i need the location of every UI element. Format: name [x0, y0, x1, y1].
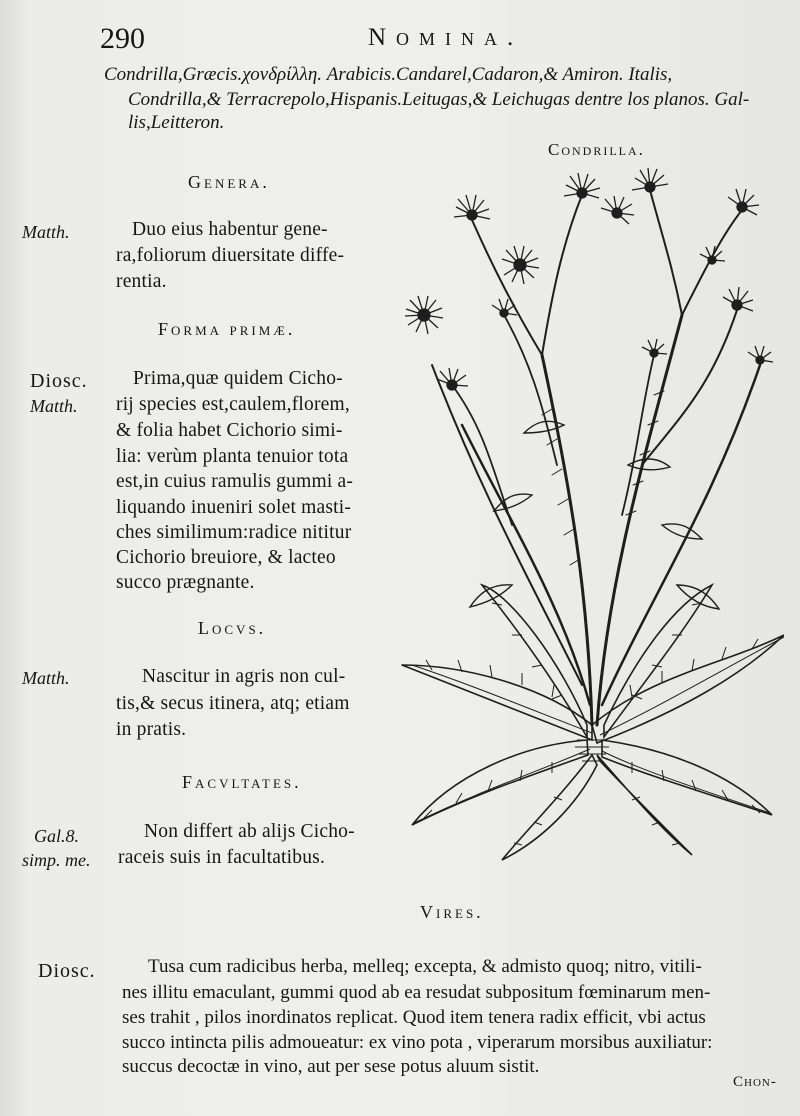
genera-margin-note: Matth. [22, 222, 70, 242]
forma-margin-diosc: Diosc. [30, 370, 88, 392]
locus-margin-note: Matth. [22, 668, 70, 688]
page-number: 290 [100, 22, 145, 55]
locus-line: Nascitur in agris non cul- [142, 666, 346, 687]
forma-line: est,in cuius ramulis gummi a- [116, 471, 354, 492]
forma-margin-matth: Matth. [30, 396, 78, 416]
running-head: Nomina. [368, 24, 524, 51]
condrilla-woodcut-illustration [392, 165, 784, 865]
vires-line: ses trahit , pilos inordinatos replicat. Quod item tenera radix efficit, vbi actus [122, 1007, 706, 1028]
facultates-line: raceis suis in facultatibus. [118, 847, 326, 868]
locus-line: tis,& secus itinera, atq; etiam [116, 693, 350, 714]
names-line-2: Condrilla,& Terracrepolo,Hispanis.Leitugas,& Leichugas dentre los planos. Gal- [128, 89, 750, 110]
names-line-1: Condrilla,Græcis.χονδρίλλη. Arabicis.Candarel,Cadaron,& Amiron. Italis, [104, 64, 673, 85]
names-line-3: lis,Leitteron. [128, 112, 225, 133]
forma-line: lia: verùm planta tenuior tota [116, 446, 349, 467]
facultates-line: Non differt ab alijs Cicho- [144, 821, 355, 842]
vires-line: Tusa cum radicibus herba, melleq; excepta, & admisto quoq; nitro, vitili- [148, 956, 702, 977]
forma-heading: Forma primæ. [158, 319, 296, 339]
vires-heading: Vires. [420, 902, 484, 922]
forma-line: Prima,quæ quidem Cicho- [133, 368, 343, 389]
figure-caption: Condrilla. [548, 140, 645, 159]
vires-line: succus decoctæ in vino, aut per sese potus aluum sistit. [122, 1056, 540, 1077]
locus-line: in pratis. [116, 719, 187, 740]
genera-line: Duo eius habentur gene- [132, 219, 328, 240]
catchword: Chon- [733, 1074, 777, 1090]
genera-line: ra,foliorum diuersitate diffe- [116, 245, 345, 266]
facultates-margin-simp: simp. me. [22, 850, 91, 870]
vires-line: succo intincta pilis admoueatur: ex vino pota , viperarum morsibus auxiliatur: [122, 1032, 713, 1053]
facultates-margin-gal: Gal.8. [34, 826, 79, 846]
genera-line: rentia. [116, 271, 167, 292]
locus-heading: Locvs. [198, 618, 267, 638]
forma-line: Cichorio breuiore, & lacteo [116, 547, 336, 568]
vires-line: nes illitu emaculant, gummi quod ab ea resudat subpositum fœminarum men- [122, 982, 711, 1003]
forma-line: & folia habet Cichorio simi- [116, 420, 343, 441]
forma-line: succo prægnante. [116, 572, 255, 593]
forma-line: rij species est,caulem,florem, [116, 394, 350, 415]
vires-margin-note: Diosc. [38, 960, 96, 982]
genera-heading: Genera. [188, 172, 270, 192]
forma-line: ches similimum:radice nititur [116, 522, 352, 543]
facultates-heading: Facvltates. [182, 772, 302, 792]
forma-line: liquando inueniri solet masti- [116, 497, 352, 518]
